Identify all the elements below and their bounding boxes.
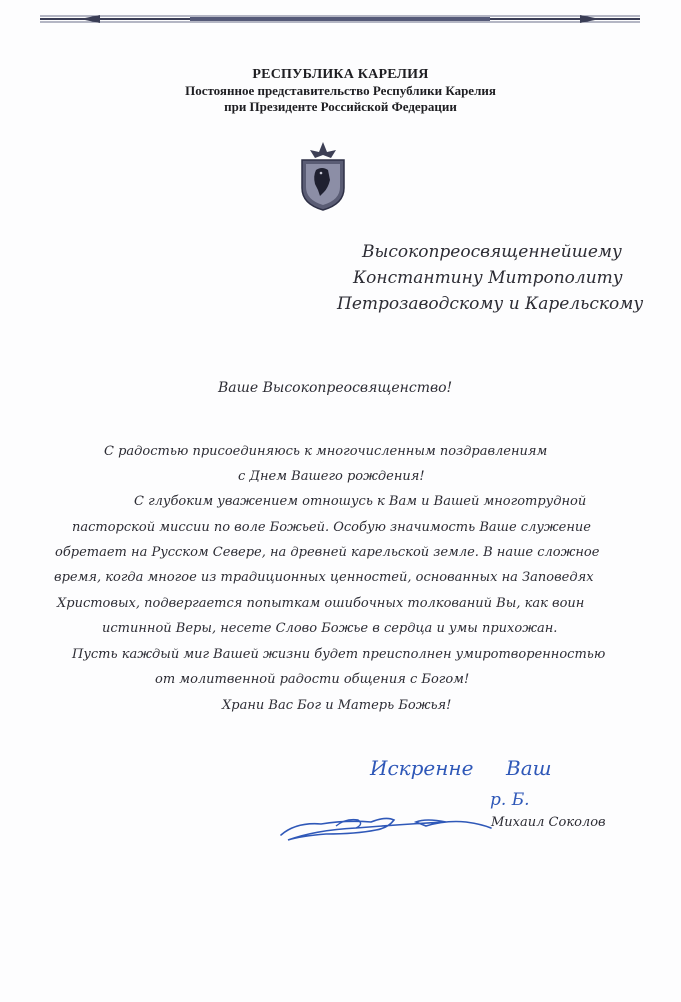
salutation: Ваше Высокопреосвященство! — [218, 380, 453, 396]
body-line: с Днем Вашего рождения! — [238, 469, 425, 484]
addressee-line-1: Высокопреосвященнейшему — [362, 242, 622, 262]
handwritten-closing-1: Искренне — [370, 756, 474, 780]
letterhead-office: Постоянное представительство Республики Карелия — [185, 83, 496, 98]
body-line: Пусть каждый миг Вашей жизни будет преисполнен умиротворенностью — [72, 647, 606, 662]
body-line: С радостью присоединяюсь к многочисленным поздравлениям — [104, 444, 548, 459]
karelia-coat-of-arms-icon — [298, 140, 348, 212]
handwritten-closing-2: Ваш — [506, 756, 552, 780]
signer-name: Михаил Соколов — [491, 815, 606, 830]
body-line: истинной Веры, несете Слово Божье в сердца и умы прихожан. — [102, 621, 558, 636]
letterhead — [0, 66, 681, 115]
handwritten-initials: р. Б. — [490, 790, 530, 810]
body-line: С глубоким уважением отношусь к Вам и Вашей многотрудной — [134, 494, 587, 509]
decorative-top-border — [40, 12, 640, 26]
addressee-line-2: Константину Митрополиту — [353, 268, 623, 288]
signature — [276, 800, 496, 845]
letterhead-republic: РЕСПУБЛИКА КАРЕЛИЯ — [252, 67, 429, 82]
body-line: обретает на Русском Севере, на древней карельской земле. В наше сложное — [55, 545, 600, 560]
body-line: время, когда многое из традиционных ценностей, основанных на Заповедях — [54, 570, 594, 585]
body-line: Храни Вас Бог и Матерь Божья! — [222, 698, 452, 713]
letterhead-president: при Президенте Российской Федерации — [224, 99, 457, 114]
addressee-line-3: Петрозаводскому и Карельскому — [337, 294, 644, 314]
body-line: пасторской миссии по воле Божьей. Особую значимость Ваше служение — [72, 520, 591, 535]
body-line: от молитвенной радости общения с Богом! — [155, 672, 470, 687]
body-line: Христовых, подвергается попыткам ошибочных толкований Вы, как воин — [57, 596, 585, 611]
